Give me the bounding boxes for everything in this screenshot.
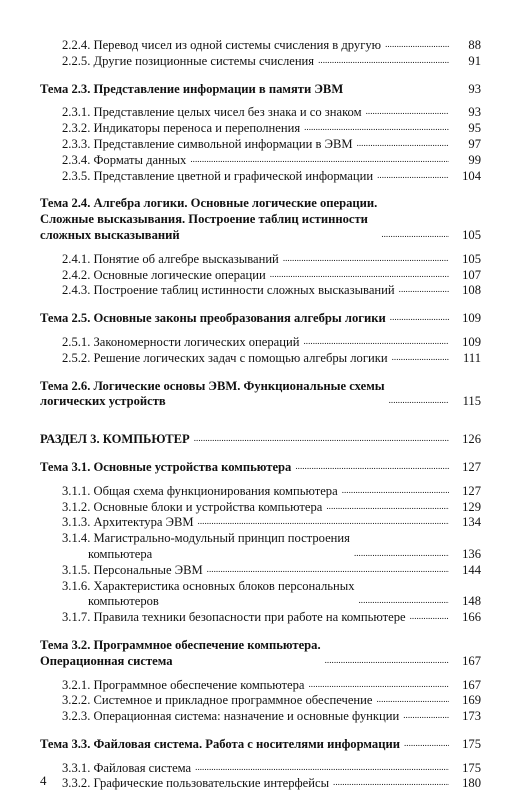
toc-entry-title: Тема 2.5. Основные законы преобразования алгебры логики bbox=[40, 311, 386, 326]
dot-leader bbox=[354, 548, 449, 563]
dot-leader bbox=[385, 39, 449, 54]
page-number: 4 bbox=[40, 773, 47, 788]
toc-subsection-entry bbox=[0, 283, 521, 299]
toc-topic-entry bbox=[0, 460, 521, 476]
dot-leader bbox=[357, 138, 449, 153]
toc-entry-title: 2.2.5. Другие позиционные системы счисления bbox=[62, 53, 315, 68]
toc-entry-title-line: 3.1.4. Магистрально-модульный принцип построения bbox=[62, 531, 350, 546]
toc-entry-title: 3.1.1. Общая схема функционирования компьютера bbox=[62, 483, 338, 498]
toc-page-number: 144 bbox=[462, 562, 481, 577]
toc-entry-title: 3.2.3. Операционная система: назначение и основные функции bbox=[62, 709, 400, 724]
toc-subsection-entry bbox=[0, 169, 521, 185]
toc-entry-title-line: сложных высказываний bbox=[40, 227, 180, 242]
toc-subsection-entry bbox=[0, 563, 521, 579]
toc-topic-entry bbox=[0, 638, 521, 670]
toc-topic-entry bbox=[0, 82, 521, 98]
toc-page-number: 105 bbox=[462, 227, 481, 242]
toc-entry-title-line: Операционная система bbox=[40, 653, 173, 668]
toc-page-number: 127 bbox=[462, 459, 481, 474]
toc-entry-title: 2.5.1. Закономерности логических операций bbox=[62, 334, 300, 349]
toc-page-number: 91 bbox=[468, 53, 481, 68]
toc-subsection-entry bbox=[0, 252, 521, 268]
toc-subsection-entry bbox=[0, 137, 521, 153]
toc-entry-title: 3.1.7. Правила техники безопасности при работе на компьютере bbox=[62, 610, 406, 625]
toc-page-number: 136 bbox=[462, 546, 481, 561]
toc-page-number: 107 bbox=[462, 267, 481, 282]
toc-entry-title: 2.3.3. Представление символьной информации в ЭВМ bbox=[62, 136, 353, 151]
toc-subsection-entry bbox=[0, 484, 521, 500]
toc-entry-title: 2.4.2. Основные логические операции bbox=[62, 267, 266, 282]
toc-subsection-entry bbox=[0, 38, 521, 54]
toc-page-number: 115 bbox=[462, 394, 481, 409]
dot-leader bbox=[403, 710, 449, 725]
toc-entry-title-line: Сложные высказывания. Построение таблиц истинности bbox=[40, 212, 368, 227]
toc-page-number: 134 bbox=[462, 515, 481, 530]
toc-page-number: 175 bbox=[462, 736, 481, 751]
toc-entry-title: Тема 2.3. Представление информации в памяти ЭВМ bbox=[40, 81, 344, 96]
toc-entry-title: 2.3.2. Индикаторы переноса и переполнения bbox=[62, 121, 301, 136]
toc-entry-title-line: Тема 2.4. Алгебра логики. Основные логические операции. bbox=[40, 196, 378, 211]
toc-subsection-entry bbox=[0, 693, 521, 709]
dot-leader bbox=[295, 461, 449, 476]
toc-topic-entry bbox=[0, 311, 521, 327]
toc-page-number: 108 bbox=[462, 283, 481, 298]
toc-subsection-entry bbox=[0, 268, 521, 284]
dot-leader bbox=[304, 336, 450, 351]
dot-leader bbox=[325, 655, 449, 670]
dot-leader bbox=[198, 516, 449, 531]
toc-page-number: 93 bbox=[468, 81, 481, 96]
dot-leader bbox=[195, 761, 449, 776]
toc-page-number: 93 bbox=[468, 105, 481, 120]
table-of-contents bbox=[0, 38, 521, 792]
toc-entry-title: 3.3.2. Графические пользовательские интерфейсы bbox=[62, 776, 330, 791]
toc-subsection-entry bbox=[0, 105, 521, 121]
toc-entry-title: 3.3.1. Файловая система bbox=[62, 760, 192, 775]
dot-leader bbox=[404, 738, 449, 753]
toc-subsection-entry bbox=[0, 54, 521, 70]
dot-leader bbox=[190, 154, 449, 169]
toc-topic-entry bbox=[0, 196, 521, 243]
toc-entry-title: РАЗДЕЛ 3. КОМПЬЮТЕР bbox=[40, 432, 190, 447]
toc-subsection-entry bbox=[0, 121, 521, 137]
toc-page-number: 129 bbox=[462, 499, 481, 514]
toc-page-number: 126 bbox=[462, 432, 481, 447]
toc-entry-title: 3.1.2. Основные блоки и устройства компьютера bbox=[62, 499, 323, 514]
toc-section-entry bbox=[0, 432, 521, 448]
toc-subsection-entry bbox=[0, 515, 521, 531]
toc-entry-title: 2.5.2. Решение логических задач с помощью алгебры логики bbox=[62, 350, 388, 365]
toc-page-number: 167 bbox=[462, 677, 481, 692]
toc-page-number: 109 bbox=[462, 311, 481, 326]
toc-subsection-entry bbox=[0, 351, 521, 367]
toc-entry-title-line: компьютеров bbox=[88, 594, 159, 609]
dot-leader bbox=[333, 777, 449, 792]
toc-page-number: 105 bbox=[462, 251, 481, 266]
dot-leader bbox=[366, 106, 449, 121]
toc-subsection-entry bbox=[0, 709, 521, 725]
dot-leader bbox=[389, 395, 449, 410]
toc-entry-title: 2.3.4. Форматы данных bbox=[62, 152, 187, 167]
dot-leader bbox=[342, 485, 449, 500]
toc-entry-title: Тема 3.3. Файловая система. Работа с носителями информации bbox=[40, 736, 400, 751]
toc-subsection-entry bbox=[0, 776, 521, 792]
dot-leader bbox=[304, 122, 449, 137]
dot-leader bbox=[318, 55, 449, 70]
dot-leader bbox=[207, 564, 449, 579]
toc-entry-title-line: 3.1.6. Характеристика основных блоков персональных bbox=[62, 578, 355, 593]
toc-subsection-entry bbox=[0, 678, 521, 694]
dot-leader bbox=[283, 253, 449, 268]
toc-page-number: 175 bbox=[462, 760, 481, 775]
dot-leader bbox=[392, 352, 449, 367]
dot-leader bbox=[359, 595, 450, 610]
dot-leader bbox=[377, 694, 450, 709]
dot-leader bbox=[326, 500, 449, 515]
toc-page-number: 173 bbox=[462, 709, 481, 724]
toc-page-number: 166 bbox=[462, 610, 481, 625]
dot-leader bbox=[270, 268, 449, 283]
toc-entry-title: 2.4.3. Построение таблиц истинности сложных высказываний bbox=[62, 283, 395, 298]
toc-page-number: 88 bbox=[468, 38, 481, 52]
dot-leader bbox=[399, 284, 449, 299]
toc-subsection-entry bbox=[0, 761, 521, 777]
toc-page-number: 180 bbox=[462, 776, 481, 791]
toc-topic-entry bbox=[0, 737, 521, 753]
dot-leader bbox=[194, 433, 449, 448]
toc-page-number: 148 bbox=[462, 594, 481, 609]
toc-page-number: 104 bbox=[462, 168, 481, 183]
toc-subsection-entry bbox=[0, 500, 521, 516]
toc-entry-title-line: компьютера bbox=[88, 546, 153, 561]
toc-entry-title: Тема 3.1. Основные устройства компьютера bbox=[40, 459, 292, 474]
toc-page-number: 111 bbox=[463, 350, 481, 365]
toc-page-number: 95 bbox=[468, 121, 481, 136]
toc-page-number: 97 bbox=[468, 136, 481, 151]
toc-page-number: 167 bbox=[462, 653, 481, 668]
toc-entry-title-line: логических устройств bbox=[40, 394, 166, 409]
toc-page-number: 169 bbox=[462, 693, 481, 708]
dot-leader bbox=[309, 678, 450, 693]
dot-leader bbox=[410, 611, 449, 626]
dot-leader bbox=[381, 229, 449, 244]
toc-page-number: 127 bbox=[462, 483, 481, 498]
toc-entry-title-line: Тема 3.2. Программное обеспечение компьютера. bbox=[40, 637, 321, 652]
toc-entry-title: 2.3.5. Представление цветной и графической информации bbox=[62, 168, 374, 183]
toc-entry-title: 2.4.1. Понятие об алгебре высказываний bbox=[62, 251, 279, 266]
toc-entry-title: 2.3.1. Представление целых чисел без знака и со знаком bbox=[62, 105, 362, 120]
dot-leader bbox=[377, 169, 449, 184]
toc-subsection-entry bbox=[0, 579, 521, 611]
toc-entry-title-line: Тема 2.6. Логические основы ЭВМ. Функциональные схемы bbox=[40, 378, 385, 393]
toc-subsection-entry bbox=[0, 610, 521, 626]
toc-entry-title: 3.1.5. Персональные ЭВМ bbox=[62, 562, 203, 577]
dot-leader bbox=[390, 312, 449, 327]
toc-page-number: 109 bbox=[462, 334, 481, 349]
toc-subsection-entry bbox=[0, 153, 521, 169]
toc-subsection-entry bbox=[0, 531, 521, 563]
toc-entry-title: 3.2.1. Программное обеспечение компьютера bbox=[62, 677, 305, 692]
toc-subsection-entry bbox=[0, 335, 521, 351]
toc-topic-entry bbox=[0, 379, 521, 411]
toc-page-number: 99 bbox=[468, 152, 481, 167]
toc-entry-title: 2.2.4. Перевод чисел из одной системы счисления в другую bbox=[62, 38, 382, 52]
toc-entry-title: 3.1.3. Архитектура ЭВМ bbox=[62, 515, 194, 530]
toc-entry-title: 3.2.2. Системное и прикладное программное обеспечение bbox=[62, 693, 373, 708]
